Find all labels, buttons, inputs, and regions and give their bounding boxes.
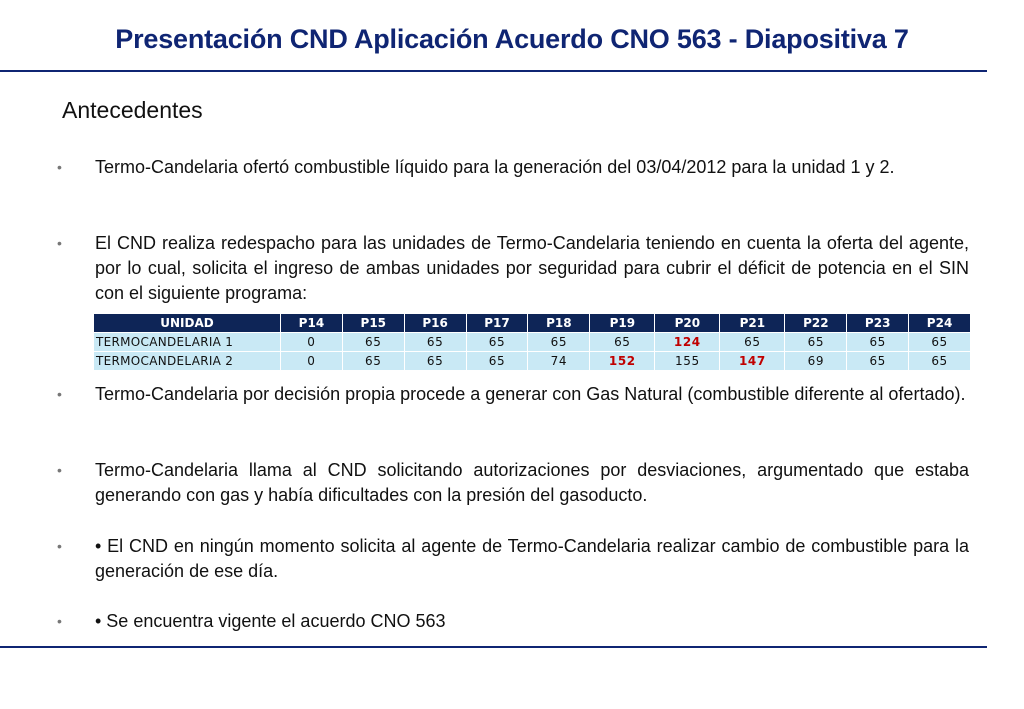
bullet-dot-icon: • (57, 159, 62, 175)
value-cell: 0 (281, 333, 343, 352)
value-cell: 65 (847, 352, 909, 371)
column-header: P14 (281, 314, 343, 333)
bullet-dot-icon: • (57, 386, 62, 402)
column-header: UNIDAD (94, 314, 281, 333)
value-cell: 65 (909, 333, 971, 352)
value-cell: 69 (785, 352, 847, 371)
value-cell: 65 (720, 333, 785, 352)
value-cell: 65 (342, 352, 404, 371)
value-cell: 147 (720, 352, 785, 371)
bullet-item (57, 231, 969, 306)
column-header: P20 (655, 314, 720, 333)
value-cell: 65 (528, 333, 590, 352)
column-header: P23 (847, 314, 909, 333)
title-divider (0, 70, 987, 72)
value-cell: 124 (655, 333, 720, 352)
bullet-dot-icon: • (57, 613, 62, 629)
bullet-text: • El CND en ningún momento solicita al agente de Termo-Candelaria realizar cambio de combustible para la generación de ese día. (95, 536, 969, 581)
unit-name-cell: TERMOCANDELARIA 1 (94, 333, 281, 352)
value-cell: 65 (404, 352, 466, 371)
unit-name-cell: TERMOCANDELARIA 2 (94, 352, 281, 371)
table-row (94, 352, 971, 371)
bullet-text: Termo-Candelaria ofertó combustible líquido para la generación del 03/04/2012 para la unidad 1 y 2. (95, 157, 895, 177)
value-cell: 152 (590, 352, 655, 371)
table-header-row (94, 314, 971, 333)
value-cell: 65 (785, 333, 847, 352)
value-cell: 65 (590, 333, 655, 352)
bullet-text: Termo-Candelaria por decisión propia procede a generar con Gas Natural (combustible diferente al ofertado). (95, 384, 966, 404)
slide-title: Presentación CND Aplicación Acuerdo CNO 563 - Diapositiva 7 (115, 24, 909, 54)
column-header: P18 (528, 314, 590, 333)
value-cell: 65 (466, 352, 528, 371)
table-row (94, 333, 971, 352)
bullet-text: El CND realiza redespacho para las unidades de Termo-Candelaria teniendo en cuenta la oferta del agente, por lo cual, solicita el ingreso de ambas unidades por seguridad para cubrir el déficit de potencia en el SIN con el siguiente programa: (95, 233, 969, 303)
value-cell: 65 (404, 333, 466, 352)
column-header: P19 (590, 314, 655, 333)
bullet-item (57, 155, 969, 180)
bullet-dot-icon: • (57, 235, 62, 251)
bullet-item (57, 458, 969, 508)
value-cell: 0 (281, 352, 343, 371)
column-header: P17 (466, 314, 528, 333)
value-cell: 65 (847, 333, 909, 352)
bullet-item (57, 534, 969, 584)
bullet-text: Termo-Candelaria llama al CND solicitando autorizaciones por desviaciones, argumentado que estaba generando con gas y había dificultades con la presión del gasoducto. (95, 460, 969, 505)
bullet-dot-icon: • (57, 538, 62, 554)
value-cell: 65 (342, 333, 404, 352)
footer-divider (0, 646, 987, 648)
column-header: P16 (404, 314, 466, 333)
section-heading: Antecedentes (62, 97, 203, 123)
column-header: P24 (909, 314, 971, 333)
value-cell: 65 (909, 352, 971, 371)
column-header: P22 (785, 314, 847, 333)
value-cell: 155 (655, 352, 720, 371)
generation-program-table (93, 313, 971, 371)
value-cell: 65 (466, 333, 528, 352)
value-cell: 74 (528, 352, 590, 371)
column-header: P15 (342, 314, 404, 333)
bullet-dot-icon: • (57, 462, 62, 478)
bullet-item (57, 382, 969, 407)
bullet-text: • Se encuentra vigente el acuerdo CNO 563 (95, 611, 446, 631)
bullet-item (57, 609, 969, 634)
column-header: P21 (720, 314, 785, 333)
